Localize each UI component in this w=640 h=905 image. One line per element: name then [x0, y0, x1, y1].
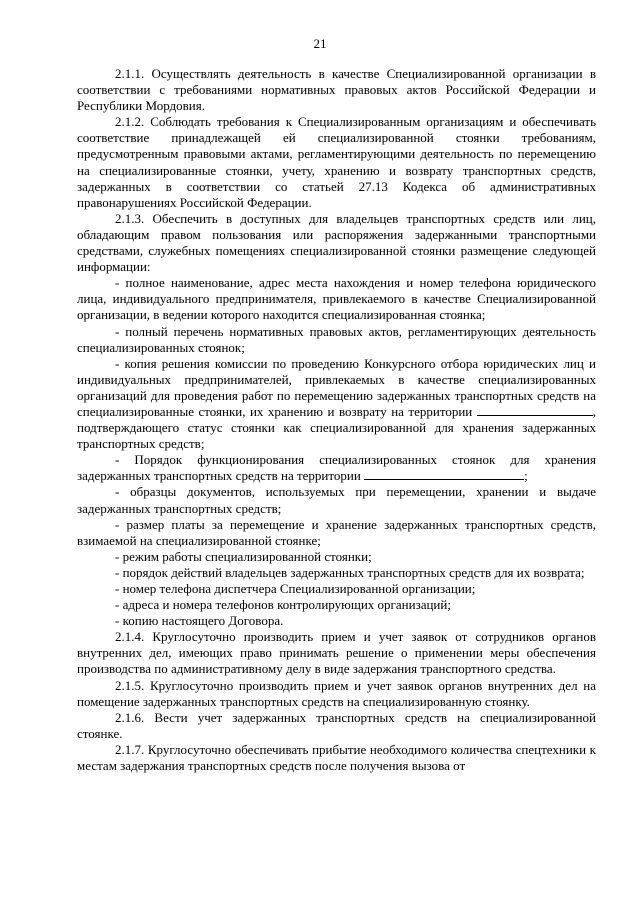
paragraph-2-1-1: 2.1.1. Осуществлять деятельность в качестве Специализированной организации в соответствии с требованиями нормативных правовых актов Российской Федерации и Республики Мордовия.	[77, 66, 596, 114]
paragraph-2-1-6: 2.1.6. Вести учет задержанных транспортных средств на специализированной стоянке.	[77, 709, 596, 741]
paragraph-2-1-7: 2.1.7. Круглосуточно обеспечивать прибытие необходимого количества спецтехники к местам задержания транспортных средств после получения вызова от	[77, 741, 596, 774]
list-item	[77, 452, 596, 484]
list-item: - режим работы специализированной стоянки;	[115, 548, 372, 564]
list-item: - размер платы за перемещение и хранение задержанных транспортных средств, взимаемой на специализированной стоянке;	[77, 516, 596, 548]
list-item-text: - Порядок функционирования специализированных стоянок для хранения задержанных транспортных средств на территории	[77, 452, 596, 484]
list-item: - адреса и номера телефонов контролирующих организаций;	[115, 597, 451, 613]
paragraph-2-1-4: 2.1.4. Круглосуточно производить прием и учет заявок от сотрудников органов внутренних дел, имеющих право принимать решение о применении меры обеспечения производства по административному делу в виде задержания транспортного средства.	[77, 629, 596, 677]
paragraph-2-1-3: 2.1.3. Обеспечить в доступных для владельцев транспортных средств или лиц, обладающим правом пользования или распоряжения задержанными транспортными средствами, служебных помещениях специализированной стоянки размещение следующей информации:	[77, 210, 596, 275]
blank-line	[477, 405, 593, 416]
list-item: - образцы документов, используемых при перемещении, хранении и выдаче задержанных транспортных средств;	[77, 484, 596, 516]
list-item: - копию настоящего Договора.	[115, 613, 284, 629]
list-item: - полный перечень нормативных правовых актов, регламентирующих деятельность специализированных стоянок;	[77, 323, 596, 355]
list-item: - порядок действий владельцев задержанных транспортных средств для их возврата;	[115, 564, 585, 580]
paragraph-2-1-2: 2.1.2. Соблюдать требования к Специализированным организациям и обеспечивать соответствие принадлежащей ей специализированной стоянки требованиям, предусмотренным правовыми актами, регламентирующими деятельность по перемещению на специализированные стоянки, учету, хранению и возврату транспортных средств, задержанных в соответствии со статьей 27.13 Кодекса об административных правонарушениях Российской Федерации.	[77, 114, 596, 210]
list-item: - полное наименование, адрес места нахождения и номер телефона юридического лица, индивидуального предпринимателя, привлекаемого в качестве Специализированной организации, в ведении которого находится специализированная стоянка;	[77, 275, 596, 323]
list-item	[77, 356, 596, 453]
list-item-text: , подтверждающего статус стоянки как специализированной для хранения задержанных транспортных средств;	[77, 403, 597, 452]
list-item: - номер телефона диспетчера Специализированной организации;	[115, 581, 476, 596]
blank-line	[364, 469, 524, 480]
list-item-text: - копия решения комиссии по проведению Конкурсного отбора юридических лиц и индивидуальных предпринимателей, привлекаемых в качестве специализированных организаций для проведения работ по перемещению задержанных транспортных средств на специализированные стоянки, их хранению и возврату на территории	[77, 355, 596, 419]
paragraph-2-1-5: 2.1.5. Круглосуточно производить прием и учет заявок органов внутренних дел на помещение задержанных транспортных средств на специализированную стоянку.	[77, 677, 596, 709]
list-item-text: ;	[524, 468, 528, 484]
document-body	[77, 66, 596, 774]
page-number: 21	[313, 36, 327, 51]
